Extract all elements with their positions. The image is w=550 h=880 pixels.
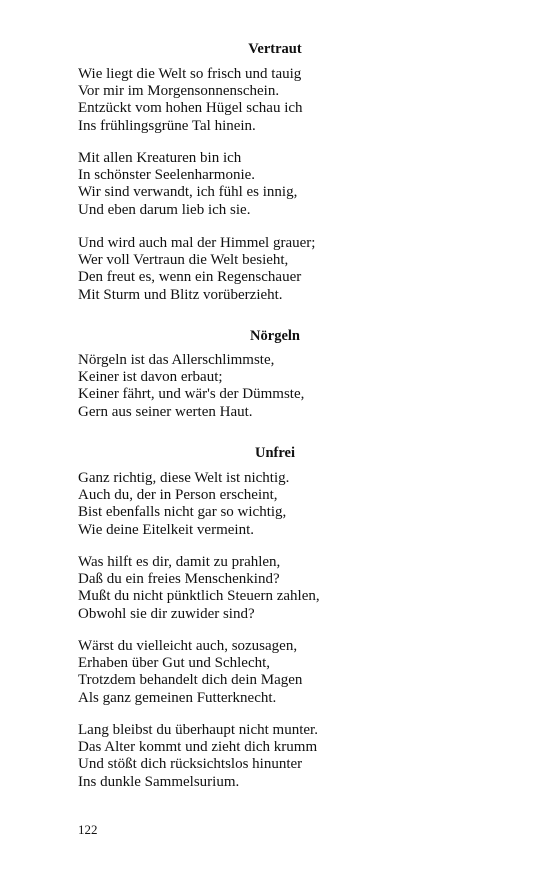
verse-line: Das Alter kommt und zieht dich krumm [78, 739, 318, 756]
stanza [78, 66, 303, 135]
verse-line: Keiner ist davon erbaut; [78, 369, 223, 386]
verse-line: Obwohl sie dir zuwider sind? [78, 605, 255, 622]
verse-line: Ganz richtig, diese Welt ist nichtig. [78, 470, 290, 486]
verse-line: Ins dunkle Sammelsurium. [78, 773, 240, 790]
verse-line: Auch du, der in Person erscheint, [78, 487, 278, 504]
verse-line: Vor mir im Morgensonnenschein. [78, 83, 280, 100]
verse-line: Nörgeln ist das Allerschlimmste, [78, 352, 275, 368]
verse-line: Bist ebenfalls nicht gar so wichtig, [78, 504, 287, 521]
verse-line: Mit allen Kreaturen bin ich [78, 150, 242, 166]
page-number: 122 [78, 822, 98, 837]
poem-title: Unfrei [254, 445, 295, 461]
verse-line: Und eben darum lieb ich sie. [78, 201, 251, 218]
verse-line: Mit Sturm und Blitz vorüberzieht. [78, 286, 283, 303]
stanza [78, 554, 320, 623]
verse-line: Als ganz gemeinen Futterknecht. [78, 689, 277, 706]
verse-line: Und stößt dich rücksichtslos hinunter [78, 756, 303, 773]
verse-line: Keiner fährt, und wär's der Dümmste, [78, 386, 305, 403]
verse-line: Was hilft es dir, damit zu prahlen, [78, 554, 281, 570]
verse-line: Entzückt vom hohen Hügel schau ich [78, 100, 303, 117]
poem-title: Nörgeln [250, 328, 300, 344]
verse-line: Wärst du vielleicht auch, sozusagen, [78, 638, 298, 654]
verse-line: Lang bleibst du überhaupt nicht munter. [78, 722, 318, 738]
verse-line: Den freut es, wenn ein Regenschauer [78, 269, 302, 286]
stanza [78, 352, 304, 421]
verse-line: Trotzdem behandelt dich dein Magen [78, 672, 303, 689]
verse-line: Wie liegt die Welt so frisch und tauig [78, 66, 302, 82]
verse-line: Und wird auch mal der Himmel grauer; [78, 235, 316, 251]
verse-line: Wie deine Eitelkeit vermeint. [78, 521, 254, 538]
verse-line: Ins frühlingsgrüne Tal hinein. [78, 117, 256, 134]
verse-line: Wer voll Vertraun die Welt besieht, [78, 252, 289, 269]
poem-title: Vertraut [248, 41, 302, 57]
verse-line: Wir sind verwandt, ich fühl es innig, [78, 184, 298, 201]
stanza [78, 235, 315, 304]
stanza [78, 470, 289, 539]
verse-line: In schönster Seelenharmonie. [78, 167, 256, 184]
verse-line: Daß du ein freies Menschenkind? [78, 571, 280, 588]
stanza [78, 722, 318, 791]
stanza [78, 638, 302, 707]
verse-line: Mußt du nicht pünktlich Steuern zahlen, [78, 588, 320, 605]
verse-line: Gern aus seiner werten Haut. [78, 403, 253, 420]
verse-line: Erhaben über Gut und Schlecht, [78, 655, 271, 672]
stanza [78, 150, 297, 219]
